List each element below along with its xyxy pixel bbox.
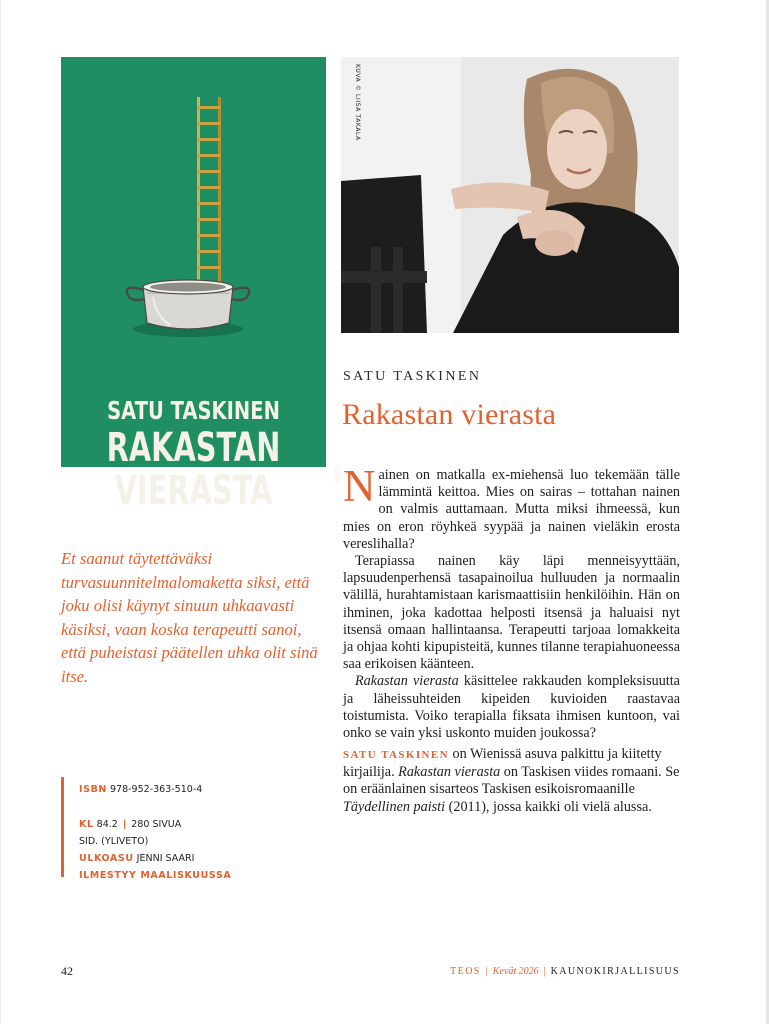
pot-icon [127,280,249,337]
bio-author-name: SATU TASKINEN [343,749,449,761]
isbn-label: ISBN [79,784,107,795]
footer-section: KAUNOKIRJALLISUUS [550,966,680,977]
book-cover [61,57,340,514]
author-heading: SATU TASKINEN [343,369,482,384]
article-body [343,461,680,742]
paragraph-1: Nainen on matkalla ex-miehensä luo tekemään tälle lämmintä keittoa. Mies on sairas – tottahan nainen on valmis auttamaan. Mutta miksi ihmeessä, kun mies on eron röyhkeä syypää ja nainen vieläkin erosta vereslihalla? [343,461,680,552]
footer-publisher: TEOS [450,966,481,977]
author-portrait [341,57,679,333]
author-photo [341,57,679,333]
binding: SID. (YLIVETO) [79,836,149,847]
pull-quote: Et saanut täytettäväksi turvasuunnitelmalomaketta siksi, että joku olisi käynyt sinuun uhkaavasti käsiksi, vaan koska terapeutti sanoi, että puheistasi päätellen uhka olit sinä itse. [61,549,318,686]
isbn-row [79,781,231,798]
cover-title-line2: VIERASTA [114,468,273,514]
designer: JENNI SAARI [136,853,195,864]
ladder-icon [197,97,221,285]
isbn-value: 978-952-363-510-4 [110,784,203,795]
paragraph-2: Terapiassa nainen käy läpi menneisyyttään, lapsuudenperhensä tasapainoilua hulluuden ja normaalin välillä, hurahtamistaan karismaattisiin henkilöihin. Hän on ihminen, joka kadottaa helposti itsensä ja haluaisi nyt itsensä omaan hallintaansa. Terapeutti tarjoaa lomakkeita ja ohjaa kohti kipupisteitä, kunnes tilanne terapiahuoneessa saa erikoisen käänteen. [343,553,680,673]
page-count: 280 SIVUA [131,819,182,830]
paragraph-3: Rakastan vierasta käsittelee rakkauden kompleksisuutta ja läheissuhteiden kipeiden kuvioiden raastavaa toistumista. Voiko terapialla fiksata ihmisen kuntoon, vai onko se vain yksi uskonto muiden joukossa? [343,673,680,742]
cover-author: SATU TASKINEN [107,396,280,425]
design-label: ULKOASU [79,853,134,864]
kl-label: KL [79,819,94,830]
book-info [79,781,231,884]
design-row [79,850,231,867]
cover-publisher: TEOS [333,465,340,483]
author-bio: SATU TASKINEN on Wienissä asuva palkittu ja kiitetty kirjailija. Rakastan vierasta on Taskisen viides romaani. Se on eräänlainen sisarteos Taskisen esikoisromaanille Täydellinen paisti (2011), jossa kaikki oli vielä alussa. [343,746,680,815]
page-number: 42 [61,964,73,978]
page-footer: TEOS | Kevät 2026 | KAUNOKIRJALLISUUS [450,966,680,977]
release-info: ILMESTYY MAALISKUUSSA [79,870,232,881]
separator: | [122,819,127,830]
cover-title-line1: RAKASTAN [106,425,281,471]
kl-value: 84.2 [96,819,118,830]
dropcap: N [343,461,376,511]
photo-credit: KUVA © LIISA TAKALA [354,64,361,141]
book-title: Rakastan vierasta [342,398,557,431]
info-rule [61,777,64,877]
kl-row [79,816,231,833]
footer-season: Kevät 2026 [492,966,539,977]
page-edge [0,0,1,1024]
